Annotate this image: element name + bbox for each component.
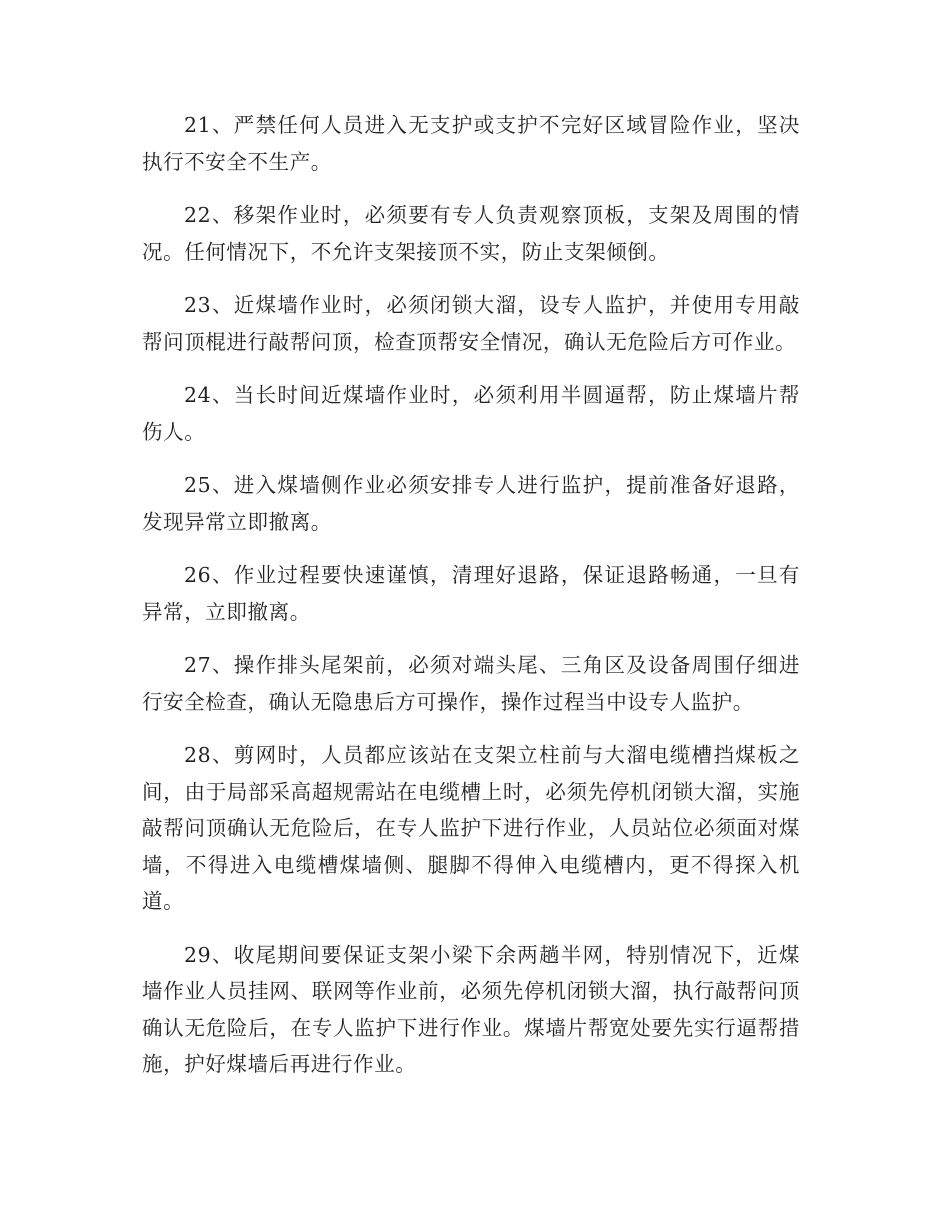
paragraph-23: 23、近煤墙作业时，必须闭锁大溜，设专人监护，并使用专用敲帮问顶棍进行敲帮问顶，检查顶帮安全情况，确认无危险后方可作业。 (142, 293, 800, 354)
paragraph-27: 27、操作排头尾架前，必须对端头尾、三角区及设备周围仔细进行安全检查，确认无隐患后方可操作，操作过程当中设专人监护。 (142, 653, 800, 714)
paragraph-28: 28、剪网时，人员都应该站在支架立柱前与大溜电缆槽挡煤板之间，由于局部采高超规需站在电缆槽上时，必须先停机闭锁大溜，实施敲帮问顶确认无危险后，在专人监护下进行作业，人员站位必须面对煤墙，不得进入电缆槽煤墙侧、腿脚不得伸入电缆槽内，更不得探入机道。 (142, 743, 800, 913)
paragraph-26: 26、作业过程要快速谨慎，清理好退路，保证退路畅通，一旦有异常，立即撤离。 (142, 563, 800, 624)
paragraph-22: 22、移架作业时，必须要有专人负责观察顶板，支架及周围的情况。任何情况下，不允许支架接顶不实，防止支架倾倒。 (142, 203, 800, 264)
paragraph-21: 21、严禁任何人员进入无支护或支护不完好区域冒险作业，坚决执行不安全不生产。 (142, 113, 800, 174)
paragraph-24: 24、当长时间近煤墙作业时，必须利用半圆逼帮，防止煤墙片帮伤人。 (142, 383, 800, 444)
document-body (142, 107, 800, 1100)
paragraph-25: 25、进入煤墙侧作业必须安排专人进行监护，提前准备好退路，发现异常立即撤离。 (142, 473, 800, 534)
paragraph-29: 29、收尾期间要保证支架小梁下余两趟半网，特别情况下，近煤墙作业人员挂网、联网等作业前，必须先停机闭锁大溜，执行敲帮问顶确认无危险后，在专人监护下进行作业。煤墙片帮宽处要先实行逼帮措施，护好煤墙后再进行作业。 (142, 942, 800, 1076)
